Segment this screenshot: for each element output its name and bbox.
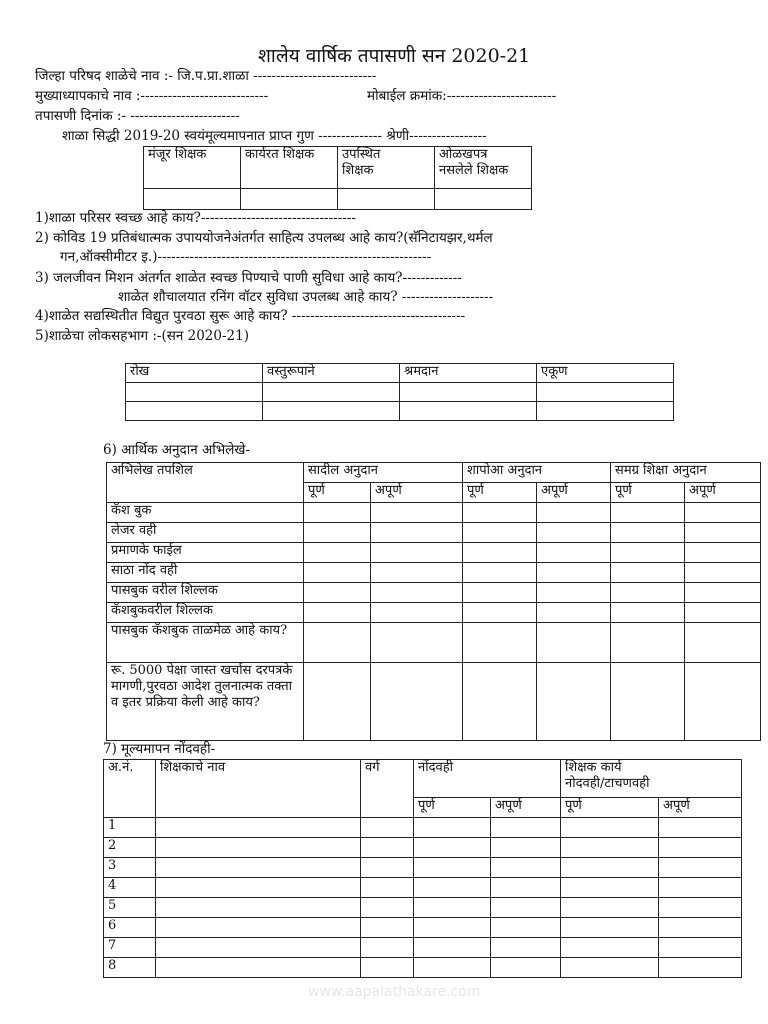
eval-cell[interactable] — [361, 918, 414, 938]
eval-cell[interactable] — [659, 878, 742, 898]
grant-cell[interactable] — [537, 603, 611, 623]
subheader-incomplete: अपूर्ण — [537, 483, 611, 503]
grant-cell[interactable] — [304, 523, 371, 543]
grant-cell[interactable] — [611, 543, 685, 563]
grant-cell[interactable] — [537, 523, 611, 543]
grant-group-shapoa: शापोआ अनुदान — [463, 463, 611, 483]
grant-cell[interactable] — [537, 503, 611, 523]
participation-cell[interactable] — [400, 402, 537, 421]
eval-cell[interactable] — [156, 878, 361, 898]
eval-cell[interactable] — [561, 878, 659, 898]
eval-cell[interactable] — [414, 878, 491, 898]
eval-header-teacher-name: शिक्षकाचे नाव — [156, 760, 361, 818]
question-2: 2) कोविड 19 प्रतिबंधात्मक उपाययोजनेअंतर्गत साहित्य उपलब्ध आहे काय?(सॅनिटायझर,थर्मल — [35, 230, 493, 246]
subheader-complete: पूर्ण — [414, 798, 491, 818]
teacher-table-header: कार्यरत शिक्षक — [241, 147, 338, 189]
grant-cell[interactable] — [537, 583, 611, 603]
school-name-line: जिल्हा परिषद शाळेचे नाव :- जि.प.प्रा.शाळा --------------------------- — [35, 68, 377, 84]
row-number: 5 — [104, 898, 156, 918]
record-label: लेजर वही — [107, 523, 304, 543]
grant-cell[interactable] — [463, 623, 537, 663]
row-number: 6 — [104, 918, 156, 938]
teacher-table-cell[interactable] — [241, 189, 338, 210]
grant-group-sadil: सादील अनुदान — [304, 463, 463, 483]
eval-cell[interactable] — [414, 958, 491, 978]
subheader-complete: पूर्ण — [561, 798, 659, 818]
participation-cell[interactable] — [537, 402, 674, 421]
eval-header-register: नोंदवही — [414, 760, 561, 798]
row-number: 3 — [104, 858, 156, 878]
row-number: 2 — [104, 838, 156, 858]
grant-cell[interactable] — [371, 523, 463, 543]
participation-cell[interactable] — [126, 402, 263, 421]
eval-cell[interactable] — [491, 958, 561, 978]
eval-cell[interactable] — [561, 938, 659, 958]
grant-cell[interactable] — [371, 563, 463, 583]
question-1: 1)शाळा परिसर स्वच्छ आहे काय?---------------------------------- — [35, 210, 356, 226]
record-label: कॅशबुकवरील शिल्लक — [107, 603, 304, 623]
eval-cell[interactable] — [491, 918, 561, 938]
record-label: रू. 5000 पेक्षा जास्त खर्चास दरपत्रके मागणी,पुरवठा आदेश तुलनात्मक तक्ता व इतर प्रक्रिया केली आहे काय? — [107, 663, 304, 741]
eval-cell[interactable] — [361, 878, 414, 898]
grant-cell[interactable] — [463, 583, 537, 603]
grant-cell[interactable] — [371, 543, 463, 563]
grant-cell[interactable] — [685, 623, 761, 663]
grant-cell[interactable] — [304, 623, 371, 663]
participation-header: रोख — [126, 364, 263, 383]
grant-cell[interactable] — [304, 603, 371, 623]
evaluation-table — [103, 759, 742, 978]
grant-cell[interactable] — [537, 563, 611, 583]
grant-cell[interactable] — [304, 503, 371, 523]
grant-cell[interactable] — [371, 583, 463, 603]
eval-cell[interactable] — [361, 858, 414, 878]
grant-cell[interactable] — [685, 543, 761, 563]
grant-cell[interactable] — [611, 623, 685, 663]
grant-cell[interactable] — [371, 603, 463, 623]
headmaster-name-line: मुख्याध्यापकाचे नाव :---------------------------- — [35, 88, 269, 104]
grant-cell[interactable] — [611, 503, 685, 523]
eval-cell[interactable] — [414, 898, 491, 918]
eval-cell[interactable] — [659, 898, 742, 918]
subheader-incomplete: अपूर्ण — [491, 798, 561, 818]
grant-cell[interactable] — [463, 663, 537, 741]
record-label: पासबुक कॅशबुक ताळमेळ आहे काय? — [107, 623, 304, 663]
participation-cell[interactable] — [126, 383, 263, 402]
eval-cell[interactable] — [659, 838, 742, 858]
eval-cell[interactable] — [491, 878, 561, 898]
row-number: 4 — [104, 878, 156, 898]
grant-cell[interactable] — [304, 543, 371, 563]
eval-cell[interactable] — [659, 858, 742, 878]
eval-cell[interactable] — [361, 818, 414, 838]
row-number: 1 — [104, 818, 156, 838]
grant-cell[interactable] — [685, 523, 761, 543]
grant-cell[interactable] — [463, 523, 537, 543]
eval-cell[interactable] — [491, 858, 561, 878]
eval-cell[interactable] — [561, 858, 659, 878]
subheader-complete: पूर्ण — [304, 483, 371, 503]
page-title: शालेय वार्षिक तपासणी सन 2020-21 — [258, 45, 531, 67]
eval-cell[interactable] — [156, 858, 361, 878]
participation-table — [125, 363, 674, 421]
grant-cell[interactable] — [463, 563, 537, 583]
participation-header: वस्तुरूपाने — [263, 364, 400, 383]
grant-cell[interactable] — [304, 583, 371, 603]
grant-cell[interactable] — [611, 603, 685, 623]
record-header: अभिलेख तपशिल — [107, 463, 304, 503]
subheader-incomplete: अपूर्ण — [659, 798, 742, 818]
participation-header: श्रमदान — [400, 364, 537, 383]
eval-cell[interactable] — [659, 918, 742, 938]
eval-cell[interactable] — [156, 958, 361, 978]
subheader-complete: पूर्ण — [611, 483, 685, 503]
question-2-continued: गन,ऑक्सीमीटर इ.)------------------------------------------------------------ — [60, 249, 432, 265]
grant-cell[interactable] — [685, 563, 761, 583]
record-label: कॅश बुक — [107, 503, 304, 523]
question-3: 3) जलजीवन मिशन अंतर्गत शाळेत स्वच्छ पिण्याचे पाणी सुविधा आहे काय?------------- — [35, 270, 462, 286]
grant-section-heading: 6) आर्थिक अनुदान अभिलेखे- — [103, 442, 251, 458]
eval-cell[interactable] — [414, 938, 491, 958]
grant-cell[interactable] — [537, 623, 611, 663]
subheader-complete: पूर्ण — [463, 483, 537, 503]
eval-cell[interactable] — [414, 918, 491, 938]
teacher-table-cell[interactable] — [435, 189, 532, 210]
teacher-table-cell[interactable] — [144, 189, 241, 210]
grant-cell[interactable] — [537, 663, 611, 741]
row-number: 8 — [104, 958, 156, 978]
eval-cell[interactable] — [659, 938, 742, 958]
grant-cell[interactable] — [611, 523, 685, 543]
grant-cell[interactable] — [611, 583, 685, 603]
grant-cell[interactable] — [463, 543, 537, 563]
question-4: 4)शाळेत सद्यस्थितीत विद्युत पुरवठा सुरू आहे काय? -------------------------------------- — [35, 308, 466, 324]
shala-siddhi-line: शाळा सिद्धी 2019-20 स्वयंमूल्यमापनात प्राप्त गुण -------------- श्रेणी----------------- — [62, 128, 487, 144]
grant-cell[interactable] — [371, 663, 463, 741]
eval-header-serial: अ.नं. — [104, 760, 156, 818]
eval-cell[interactable] — [361, 898, 414, 918]
grant-group-samagra: समग्र शिक्षा अनुदान — [611, 463, 761, 483]
grant-cell[interactable] — [611, 563, 685, 583]
grant-cell[interactable] — [611, 663, 685, 741]
eval-cell[interactable] — [659, 958, 742, 978]
participation-cell[interactable] — [263, 383, 400, 402]
eval-cell[interactable] — [156, 918, 361, 938]
eval-cell[interactable] — [561, 958, 659, 978]
record-label: साठा नोंद वही — [107, 563, 304, 583]
row-number: 7 — [104, 938, 156, 958]
subheader-incomplete: अपूर्ण — [685, 483, 761, 503]
record-label: प्रमाणके फाईल — [107, 543, 304, 563]
teacher-table-header: मंजूर शिक्षक — [144, 147, 241, 189]
eval-cell[interactable] — [361, 838, 414, 858]
eval-cell[interactable] — [491, 938, 561, 958]
teacher-table — [143, 146, 532, 210]
eval-cell[interactable] — [561, 918, 659, 938]
inspection-date-line: तपासणी दिनांक :- ------------------------ — [35, 108, 240, 124]
eval-cell[interactable] — [414, 858, 491, 878]
grant-cell[interactable] — [304, 563, 371, 583]
grant-cell[interactable] — [371, 623, 463, 663]
teacher-table-cell[interactable] — [338, 189, 435, 210]
eval-cell[interactable] — [361, 958, 414, 978]
grant-records-table — [106, 462, 761, 741]
participation-cell[interactable] — [537, 383, 674, 402]
question-3-subquestion: शाळेत शौचालयात रनिंग वॉटर सुविधा उपलब्ध आहे काय? -------------------- — [118, 289, 494, 305]
eval-cell[interactable] — [491, 818, 561, 838]
eval-cell[interactable] — [361, 938, 414, 958]
eval-cell[interactable] — [561, 818, 659, 838]
eval-cell[interactable] — [414, 818, 491, 838]
eval-cell[interactable] — [414, 838, 491, 858]
eval-cell[interactable] — [156, 938, 361, 958]
grant-cell[interactable] — [685, 583, 761, 603]
grant-cell[interactable] — [685, 503, 761, 523]
eval-header-class: वर्ग — [361, 760, 414, 818]
eval-cell[interactable] — [156, 818, 361, 838]
grant-cell[interactable] — [304, 663, 371, 741]
grant-cell[interactable] — [463, 603, 537, 623]
evaluation-section-heading: 7) मूल्यमापन नोंदवही- — [103, 741, 216, 757]
participation-header: एकूण — [537, 364, 674, 383]
teacher-table-header: उपस्थित शिक्षक — [338, 147, 435, 189]
eval-cell[interactable] — [561, 838, 659, 858]
eval-cell[interactable] — [561, 898, 659, 918]
eval-cell[interactable] — [659, 818, 742, 838]
grant-cell[interactable] — [685, 663, 761, 741]
mobile-number-line: मोबाईल क्रमांक:------------------------ — [367, 88, 557, 104]
question-5: 5)शाळेचा लोकसहभाग :-(सन 2020-21) — [35, 328, 249, 344]
participation-cell[interactable] — [263, 402, 400, 421]
eval-cell[interactable] — [156, 898, 361, 918]
teacher-table-header: ओळखपत्र नसलेले शिक्षक — [435, 147, 532, 189]
grant-cell[interactable] — [371, 503, 463, 523]
grant-cell[interactable] — [537, 543, 611, 563]
grant-cell[interactable] — [463, 503, 537, 523]
subheader-incomplete: अपूर्ण — [371, 483, 463, 503]
eval-header-teacher-work: शिक्षक कार्य नोदवही/टाचणवही — [561, 760, 742, 798]
eval-cell[interactable] — [156, 838, 361, 858]
eval-cell[interactable] — [491, 898, 561, 918]
participation-cell[interactable] — [400, 383, 537, 402]
watermark: www.aapalathakare.com — [308, 984, 481, 1000]
eval-cell[interactable] — [491, 838, 561, 858]
grant-cell[interactable] — [685, 603, 761, 623]
record-label: पासबुक वरील शिल्लक — [107, 583, 304, 603]
